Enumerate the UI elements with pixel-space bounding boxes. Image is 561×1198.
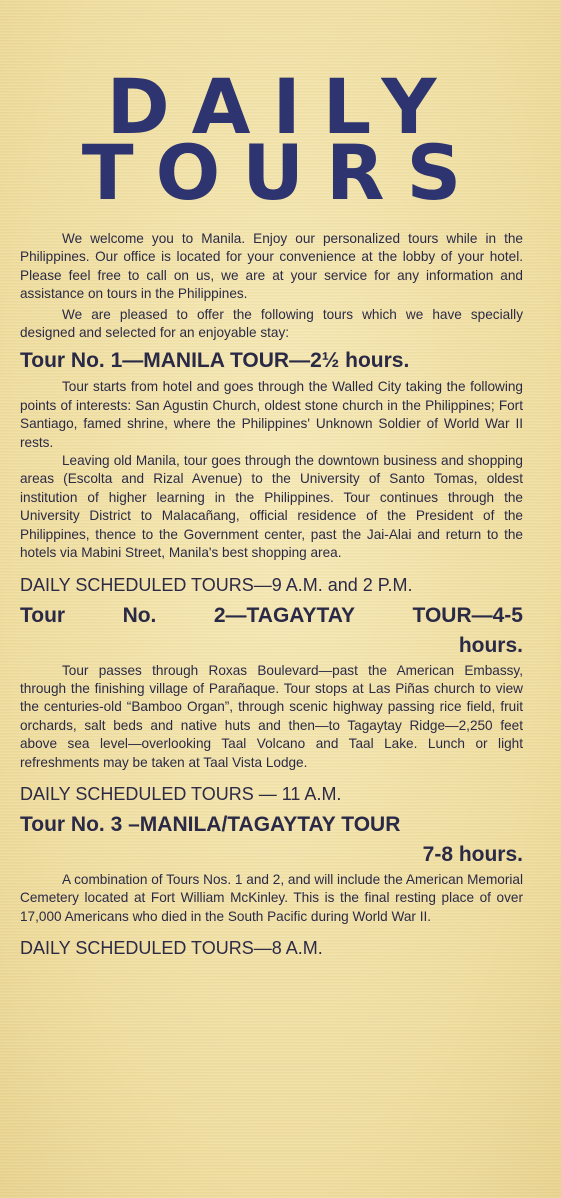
intro-paragraph-1: We welcome you to Manila. Enjoy our personalized tours while in the Philippines. Our office is located for your convenience at the lobby of your hotel. Please feel free to call on us, we are at your service for any information and assistance on tours in the Philippines. — [20, 231, 523, 302]
tour-2-schedule: DAILY SCHEDULED TOURS — 11 A.M. — [20, 783, 342, 804]
intro-paragraph-2: We are pleased to offer the following tours which we have specially designed and selected for an enjoyable stay: — [20, 306, 523, 341]
tour-2-heading-tail: hours. — [458, 633, 523, 657]
tour-3-paragraph-1: A combination of Tours Nos. 1 and 2, and will include the American Memorial Cemetery located at Fort William McKinley. This is the final resting place of over 17,000 Americans who died in the South Pacific during World War II. — [20, 871, 523, 924]
tour-2-heading — [20, 603, 523, 629]
tour-1-paragraph-2: Leaving old Manila, tour goes through the downtown business and shopping areas (Escolta and Rizal Avenue) to the University of Santo Tomas, oldest institution of higher learning in the Philippines. Tour continues through the University District to Malacañang, official residence of the President of the Philippines, thence to the Government center, past the Jai-Alai and return to the hotels via Mabini Street, Manila's best shopping area. — [20, 453, 523, 561]
tour-1-heading: Tour No. 1—MANILA TOUR—2½ hours. — [20, 349, 410, 373]
tour-3-heading-tail: 7-8 hours. — [422, 842, 523, 866]
tour-1-schedule: DAILY SCHEDULED TOURS—9 A.M. and 2 P.M. — [20, 574, 413, 595]
tour-3-schedule: DAILY SCHEDULED TOURS—8 A.M. — [20, 938, 323, 959]
tour-2-heading-word-2: No. — [122, 603, 157, 627]
tour-2-heading-word-3: 2—TAGAYTAY — [213, 603, 356, 627]
tour-2-paragraph-1: Tour passes through Roxas Boulevard—past the American Embassy, through the finishing village of Parañaque. Tour stops at Las Piñas church to view the centuries-old “Bamboo Organ”, through scenic highway passing rice field, fruit orchards, salt beds and native huts and then—to Tagaytay Ridge—2,250 feet above sea level—overlooking Taal Volcano and Taal Lake. Lunch or light refreshments may be taken at Taal Vista Lodge. — [20, 662, 523, 770]
title-tours: TOURS — [81, 128, 484, 217]
tour-1-paragraph-1: Tour starts from hotel and goes through the Walled City taking the following points of interests: San Agustin Church, oldest stone church in the Philippines; Fort Santiago, famed shrine, where the Philippines' Unknown Soldier of World War II rests. — [20, 379, 523, 450]
tour-2-heading-word-4: TOUR—4-5 — [412, 603, 523, 627]
tour-2-heading-word-1: Tour — [20, 603, 66, 627]
tour-3-heading: Tour No. 3 –MANILA/TAGAYTAY TOUR — [20, 812, 401, 836]
title-daily: DAILY — [106, 62, 459, 151]
